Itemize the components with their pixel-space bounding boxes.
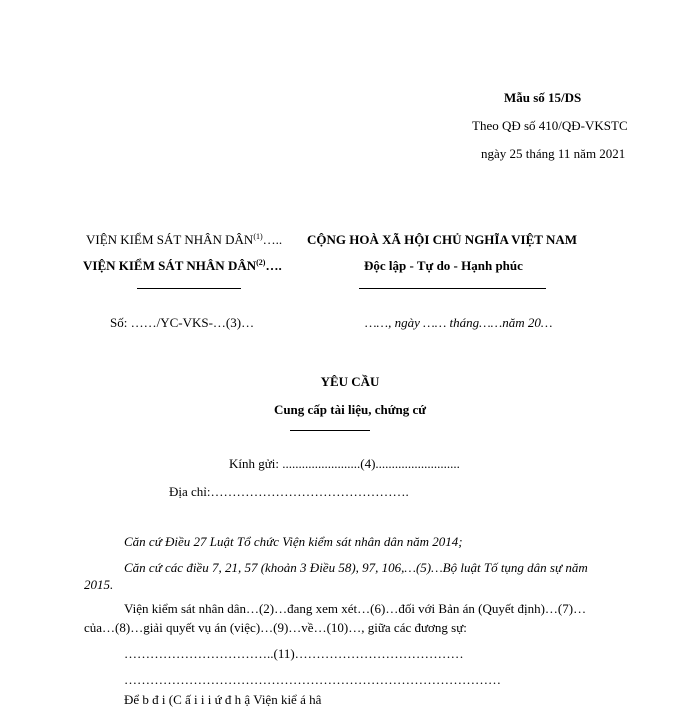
legal-basis-2-cont: 2015.	[84, 577, 114, 592]
national-title: CỘNG HOÀ XÃ HỘI CHỦ NGHĨA VIỆT NAM	[307, 232, 578, 247]
agency-line-2-note: (2)	[256, 258, 266, 267]
agency-line-1	[86, 232, 282, 248]
legal-basis-2: Căn cứ các điều 7, 21, 57 (khoản 3 Điều 58), 97, 106,…(5)…Bộ luật Tố tụng dân sự năm	[124, 560, 588, 575]
address-line: Địa chỉ:……………………………………….	[169, 484, 409, 499]
national-motto: Độc lập - Tự do - Hạnh phúc	[364, 258, 523, 273]
document-number: Số: ……/YC-VKS-…(3)…	[110, 315, 255, 330]
motto-underline	[359, 288, 546, 289]
body-paragraph-cont: của…(8)…giải quyết vụ án (việc)…(9)…về…(10)…, giữa các đương sự:	[84, 620, 467, 635]
document-title: YÊU CẦU	[320, 374, 380, 389]
party-line-2: ……………………………………………………………………………	[124, 672, 501, 687]
agency-line-1-text: VIỆN KIỂM SÁT NHÂN DÂN	[86, 232, 254, 247]
legal-basis-1: Căn cứ Điều 27 Luật Tổ chức Viện kiểm sát nhân dân năm 2014;	[124, 534, 463, 549]
title-underline	[290, 430, 370, 431]
agency-line-1-note: (1)	[253, 232, 263, 241]
agency-line-2-text: VIỆN KIỂM SÁT NHÂN DÂN	[83, 258, 257, 273]
decision-date: ngày 25 tháng 11 năm 2021	[481, 146, 626, 161]
form-number: Mẫu số 15/DS	[504, 90, 582, 105]
agency-line-2-tail: ….	[265, 258, 282, 273]
decision-reference: Theo QĐ số 410/QĐ-VKSTC	[472, 118, 628, 133]
agency-line-1-tail: …..	[262, 232, 283, 247]
agency-line-2	[83, 258, 282, 274]
cut-off-paragraph: Để b đ i (C ấ i i i ứ đ h ậ Viện kiể á hâ	[124, 692, 322, 707]
date-place: ……, ngày …… tháng……năm 20…	[365, 315, 553, 330]
document-subtitle: Cung cấp tài liệu, chứng cứ	[273, 402, 427, 417]
recipient-line: Kính gửi: ........................(4)..........................	[229, 456, 460, 471]
party-line-1: ……………………………..(11)…………………………………	[124, 646, 464, 661]
body-paragraph: Viện kiểm sát nhân dân…(2)…đang xem xét…(6)…đối với Bản án (Quyết định)…(7)…	[124, 601, 587, 616]
agency-underline	[137, 288, 241, 289]
